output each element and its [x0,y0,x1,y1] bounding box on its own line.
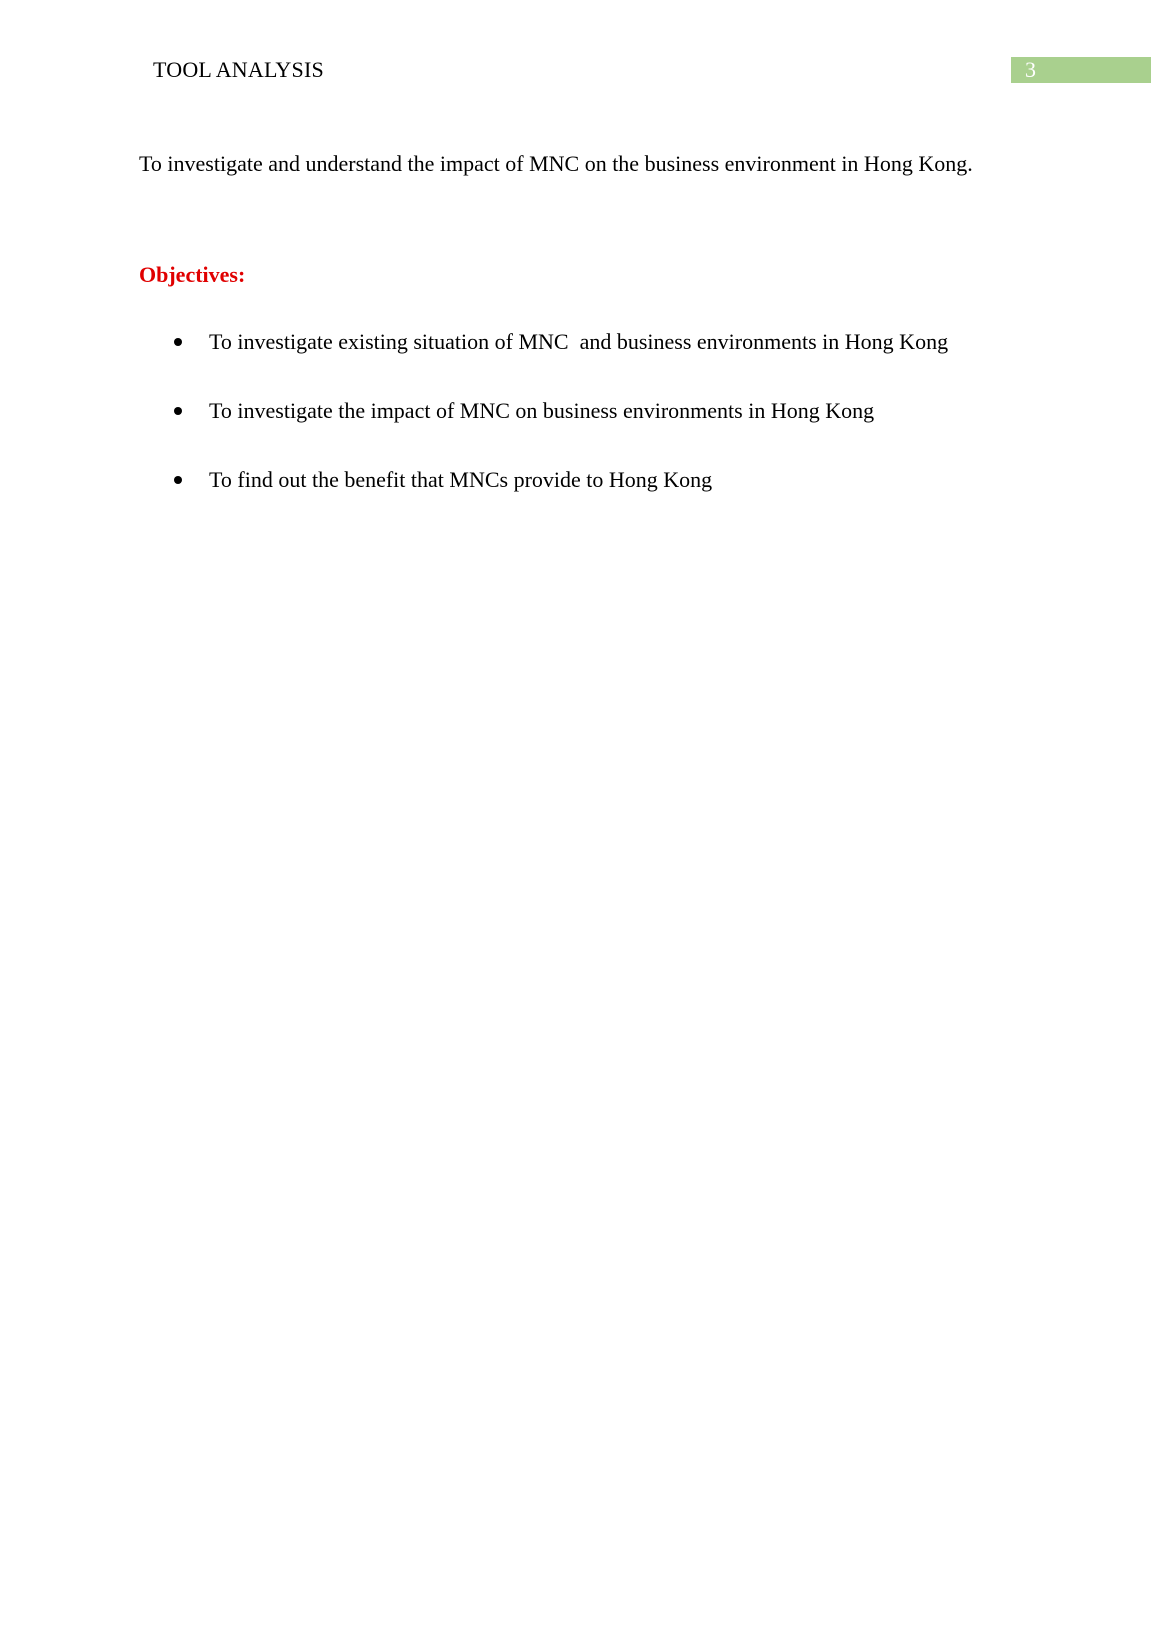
objective-item [139,328,1139,397]
bullet-icon [174,476,182,484]
page-number-badge [1011,57,1151,83]
page-number: 3 [1025,57,1036,82]
objective-text: To investigate the impact of MNC on business environments in Hong Kong [209,398,875,423]
intro-paragraph: To investigate and understand the impact of MNC on the business environment in Hong Kong. [139,151,973,176]
running-header-title: TOOL ANALYSIS [153,57,324,82]
objective-item [139,397,1139,466]
objective-text: To find out the benefit that MNCs provide to Hong Kong [209,467,713,492]
objective-text: To investigate existing situation of MNC and business environments in Hong Kong [209,329,949,354]
bullet-icon [174,338,182,346]
objectives-list [139,328,1139,535]
bullet-icon [174,407,182,415]
objective-item [139,466,1139,535]
objectives-heading: Objectives: [139,262,246,287]
